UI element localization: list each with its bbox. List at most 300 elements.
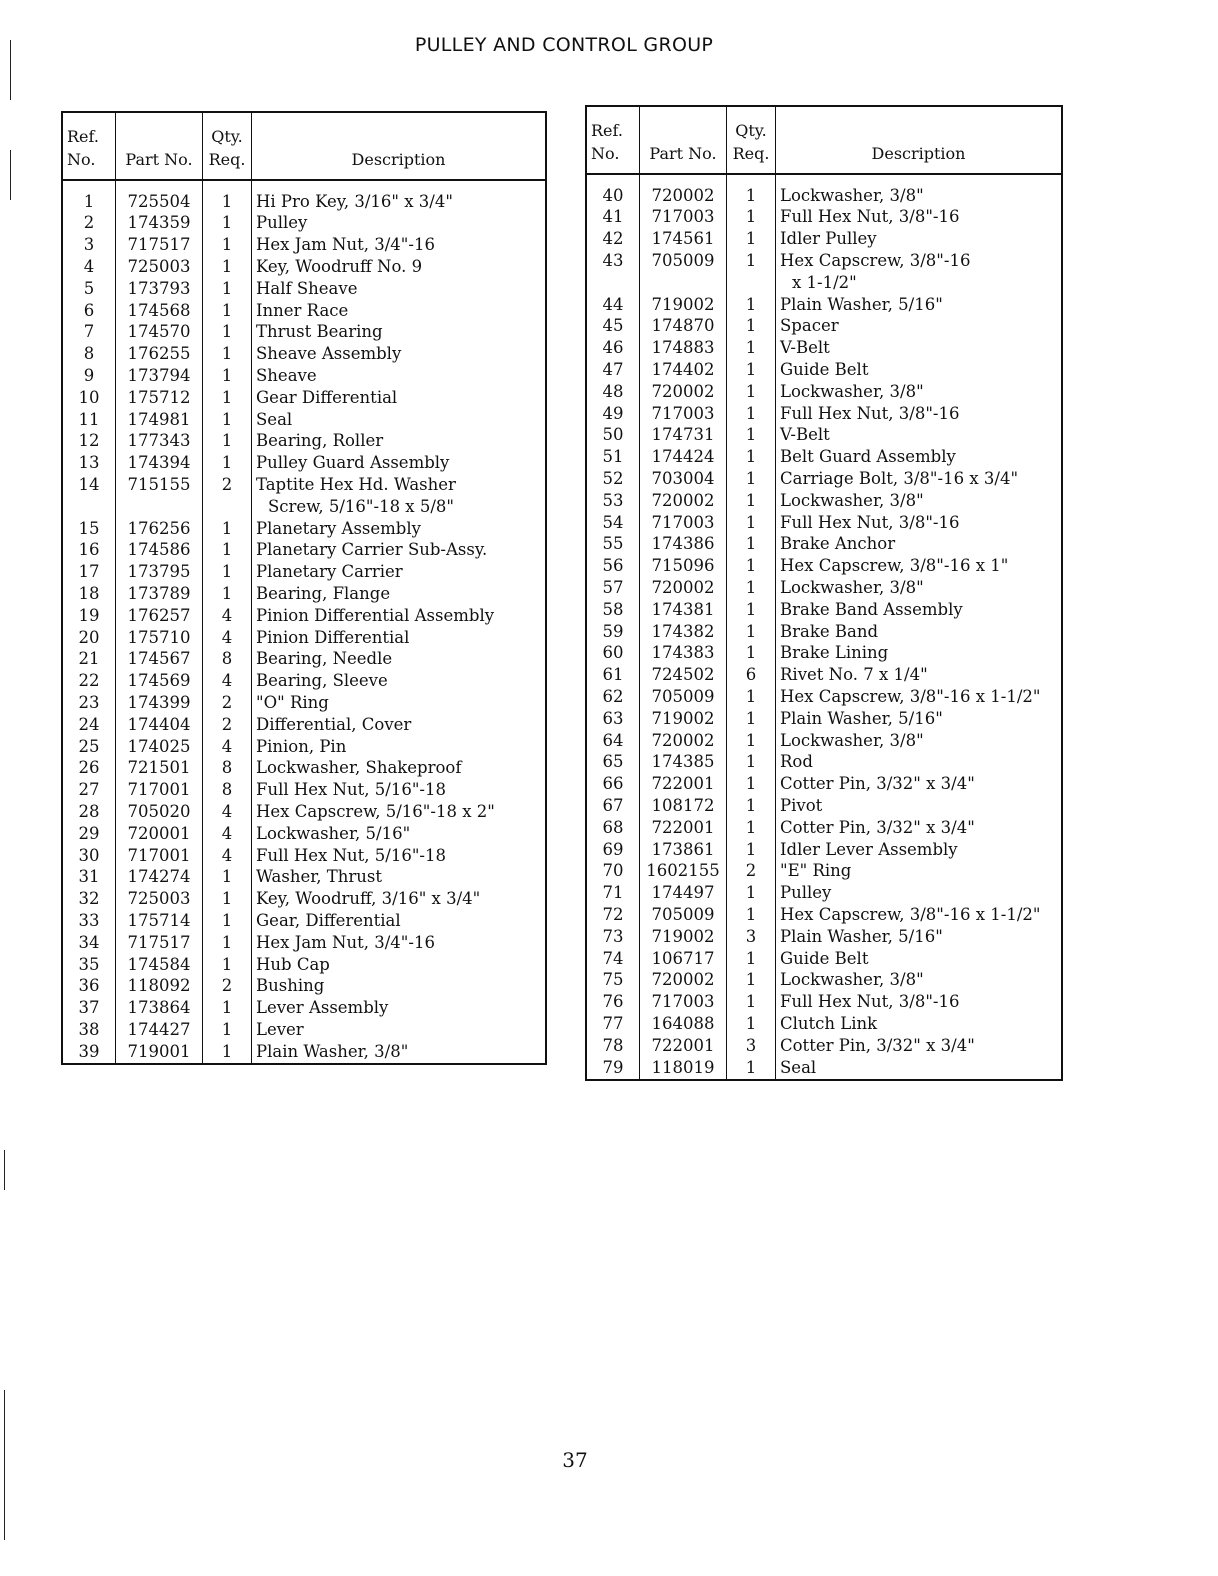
qty-cell: 1 — [203, 191, 252, 213]
table-row — [586, 621, 1062, 643]
part-no-cell: 715096 — [640, 556, 727, 578]
ref-no-cell: 26 — [62, 758, 116, 780]
description-cell: Pulley — [780, 883, 832, 903]
description-cell: Rod — [780, 752, 813, 772]
description-cell: Full Hex Nut, 3/8"-16 — [780, 512, 960, 532]
qty-cell: 1 — [727, 621, 776, 643]
part-no-cell — [640, 272, 727, 294]
ref-no-cell: 76 — [586, 991, 640, 1013]
table-row — [586, 490, 1062, 512]
qty-cell: 1 — [727, 556, 776, 578]
table-row — [62, 540, 546, 562]
part-no-cell: 705009 — [640, 904, 727, 926]
table-row — [586, 403, 1062, 425]
qty-cell: 1 — [203, 453, 252, 475]
qty-cell: 1 — [727, 774, 776, 796]
table-row — [62, 932, 546, 954]
ref-no-cell: 21 — [62, 649, 116, 671]
part-no-cell: 174404 — [116, 714, 203, 736]
ref-no-cell: 45 — [586, 316, 640, 338]
table-row — [586, 250, 1062, 272]
part-no-cell: 174424 — [640, 447, 727, 469]
table-row — [586, 839, 1062, 861]
ref-no-cell: 56 — [586, 556, 640, 578]
table-row — [586, 1057, 1062, 1080]
ref-no-cell: 43 — [586, 250, 640, 272]
ref-no-cell: 20 — [62, 627, 116, 649]
ref-no-cell: 12 — [62, 431, 116, 453]
table-row — [62, 409, 546, 431]
ref-no-cell: 63 — [586, 708, 640, 730]
description-cell: Full Hex Nut, 3/8"-16 — [780, 403, 960, 423]
description-cell: Planetary Carrier — [256, 562, 403, 582]
table-row — [586, 643, 1062, 665]
description-cell: Full Hex Nut, 5/16"-18 — [256, 845, 446, 865]
part-no-cell: 176256 — [116, 518, 203, 540]
spacer-cell — [62, 180, 116, 191]
part-no-cell: 173794 — [116, 365, 203, 387]
description-cell: Half Sheave — [256, 278, 358, 298]
table-row — [586, 1035, 1062, 1057]
ref-no-cell: 62 — [586, 686, 640, 708]
part-no-cell: 174570 — [116, 322, 203, 344]
qty-cell: 1 — [203, 932, 252, 954]
table-row — [62, 191, 546, 213]
part-no-cell: 118092 — [116, 976, 203, 998]
table-row — [586, 1013, 1062, 1035]
qty-cell: 4 — [203, 801, 252, 823]
ref-no-cell: 17 — [62, 562, 116, 584]
spacer-cell — [727, 174, 776, 185]
ref-no-cell: 58 — [586, 599, 640, 621]
ref-no-cell: 38 — [62, 1019, 116, 1041]
table-row — [62, 889, 546, 911]
part-no-cell: 720002 — [640, 490, 727, 512]
table-row — [62, 453, 546, 475]
description-cell: Hex Jam Nut, 3/4"-16 — [256, 235, 435, 255]
ref-header-line2: No. — [591, 143, 620, 163]
table-row — [62, 256, 546, 278]
part-no-cell: 715155 — [116, 474, 203, 496]
part-no-cell: 174383 — [640, 643, 727, 665]
table-row — [62, 278, 546, 300]
part-no-cell: 705009 — [640, 250, 727, 272]
part-no-cell: 717003 — [640, 991, 727, 1013]
table-row — [586, 447, 1062, 469]
part-no-cell: 174394 — [116, 453, 203, 475]
qty-cell: 1 — [203, 1041, 252, 1064]
ref-no-cell: 22 — [62, 671, 116, 693]
table-row — [62, 344, 546, 366]
qty-cell: 1 — [727, 839, 776, 861]
ref-no-cell: 42 — [586, 229, 640, 251]
qty-cell: 1 — [727, 207, 776, 229]
qty-cell: 4 — [203, 671, 252, 693]
table-row — [586, 883, 1062, 905]
description-cell: Taptite Hex Hd. Washer — [256, 475, 456, 494]
qty-cell: 3 — [727, 926, 776, 948]
table-row — [586, 207, 1062, 229]
description-cell: Seal — [256, 409, 293, 429]
qty-cell: 1 — [203, 997, 252, 1019]
table-row — [586, 730, 1062, 752]
ref-no-cell: 8 — [62, 344, 116, 366]
qty-cell: 2 — [203, 976, 252, 998]
part-no-cell: 174567 — [116, 649, 203, 671]
parts-table-right — [585, 105, 1063, 1081]
spacer-cell — [586, 174, 640, 185]
description-cell: Differential, Cover — [256, 714, 412, 734]
table-row — [62, 976, 546, 998]
ref-no-cell: 1 — [62, 191, 116, 213]
scan-edge-mark — [10, 40, 11, 100]
part-no-cell: 725504 — [116, 191, 203, 213]
description-cell: Gear, Differential — [256, 910, 401, 930]
description-header: Description — [776, 106, 1063, 174]
qty-cell: 1 — [203, 954, 252, 976]
table-row — [586, 599, 1062, 621]
table-row — [62, 649, 546, 671]
description-cell: Lockwasher, 5/16" — [256, 823, 411, 843]
description-cell: Brake Band — [780, 621, 879, 641]
ref-no-cell: 34 — [62, 932, 116, 954]
description-cell: "O" Ring — [256, 692, 329, 712]
table-row — [62, 365, 546, 387]
qty-cell: 1 — [203, 300, 252, 322]
ref-no-cell: 37 — [62, 997, 116, 1019]
qty-cell: 1 — [727, 490, 776, 512]
qty-cell: 2 — [203, 692, 252, 714]
scan-edge-mark — [4, 1390, 5, 1540]
spacer-cell — [776, 174, 1063, 185]
ref-no-cell — [62, 496, 116, 518]
qty-cell: 1 — [203, 583, 252, 605]
part-no-cell: 720002 — [640, 381, 727, 403]
ref-no-cell: 32 — [62, 889, 116, 911]
part-no-cell: 174586 — [116, 540, 203, 562]
description-cell: Sheave — [256, 366, 317, 386]
qty-cell: 4 — [203, 627, 252, 649]
qty-cell: 2 — [727, 861, 776, 883]
description-cell: Pulley — [256, 213, 308, 233]
part-no-cell: 719002 — [640, 294, 727, 316]
description-cell: Hex Capscrew, 3/8"-16 x 1-1/2" — [780, 686, 1041, 706]
table-row — [586, 534, 1062, 556]
description-cell: Lockwasher, 3/8" — [780, 577, 924, 597]
qty-header-line2: Req. — [732, 143, 770, 163]
table-row — [62, 474, 546, 496]
part-no-cell: 174981 — [116, 409, 203, 431]
qty-cell: 3 — [727, 1035, 776, 1057]
description-cell: Hex Capscrew, 3/8"-16 x 1-1/2" — [780, 904, 1041, 924]
ref-no-cell: 66 — [586, 774, 640, 796]
ref-no-cell: 52 — [586, 468, 640, 490]
description-cell: Brake Anchor — [780, 534, 896, 554]
qty-cell: 1 — [727, 250, 776, 272]
ref-header-line2: No. — [67, 149, 96, 169]
description-cell: Idler Pulley — [780, 229, 877, 249]
ref-no-cell: 16 — [62, 540, 116, 562]
qty-cell: 1 — [203, 540, 252, 562]
qty-cell: 1 — [727, 1057, 776, 1080]
table-row — [62, 300, 546, 322]
description-cell: Hub Cap — [256, 954, 330, 974]
part-no-cell: 174883 — [640, 338, 727, 360]
qty-cell: 1 — [727, 686, 776, 708]
qty-cell: 1 — [727, 185, 776, 207]
ref-no-cell: 51 — [586, 447, 640, 469]
table-spacer-row — [62, 180, 546, 191]
qty-cell: 1 — [727, 643, 776, 665]
table-spacer-row — [586, 174, 1062, 185]
table-row — [586, 316, 1062, 338]
qty-cell: 1 — [727, 599, 776, 621]
ref-no-cell: 72 — [586, 904, 640, 926]
qty-cell: 1 — [203, 1019, 252, 1041]
page-number: 37 — [562, 1448, 588, 1472]
description-cell: Rivet No. 7 x 1/4" — [780, 665, 928, 685]
ref-no-cell: 54 — [586, 512, 640, 534]
part-no-cell: 719002 — [640, 708, 727, 730]
qty-cell: 1 — [727, 577, 776, 599]
ref-no-cell: 13 — [62, 453, 116, 475]
table-row — [586, 817, 1062, 839]
ref-no-cell: 50 — [586, 425, 640, 447]
part-no-cell: 174561 — [640, 229, 727, 251]
qty-cell: 1 — [203, 431, 252, 453]
qty-cell: 1 — [727, 795, 776, 817]
ref-no-cell: 65 — [586, 752, 640, 774]
description-cell: Key, Woodruff, 3/16" x 3/4" — [256, 889, 481, 909]
ref-no-cell: 28 — [62, 801, 116, 823]
ref-no-cell: 48 — [586, 381, 640, 403]
table-row — [586, 861, 1062, 883]
table-row — [62, 213, 546, 235]
description-cell: Pinion Differential — [256, 627, 410, 647]
qty-cell: 1 — [727, 425, 776, 447]
description-cell: Lever Assembly — [256, 998, 389, 1018]
part-no-cell: 174427 — [116, 1019, 203, 1041]
description-cell: Cotter Pin, 3/32" x 3/4" — [780, 1035, 975, 1055]
qty-cell: 1 — [727, 447, 776, 469]
ref-no-cell: 41 — [586, 207, 640, 229]
part-no-cell: 174025 — [116, 736, 203, 758]
qty-cell: 1 — [727, 991, 776, 1013]
qty-cell: 1 — [203, 278, 252, 300]
description-cell: Pivot — [780, 795, 823, 815]
description-cell: x 1-1/2" — [792, 272, 857, 292]
qty-cell: 4 — [203, 605, 252, 627]
table-row — [586, 468, 1062, 490]
ref-no-cell: 47 — [586, 359, 640, 381]
part-no-cell: 722001 — [640, 817, 727, 839]
ref-no-cell: 64 — [586, 730, 640, 752]
table-row — [62, 322, 546, 344]
ref-no-cell: 3 — [62, 235, 116, 257]
table-row — [586, 795, 1062, 817]
ref-no-cell: 11 — [62, 409, 116, 431]
qty-cell: 8 — [203, 758, 252, 780]
part-no-cell: 106717 — [640, 948, 727, 970]
qty-cell — [727, 272, 776, 294]
description-cell: Hi Pro Key, 3/16" x 3/4" — [256, 191, 453, 211]
scan-edge-mark — [4, 1150, 5, 1190]
part-no-cell: 720002 — [640, 577, 727, 599]
table-row — [62, 736, 546, 758]
qty-cell: 8 — [203, 649, 252, 671]
ref-no-cell: 27 — [62, 780, 116, 802]
part-no-cell: 722001 — [640, 774, 727, 796]
ref-no-cell: 40 — [586, 185, 640, 207]
table-row — [62, 997, 546, 1019]
qty-cell: 1 — [727, 381, 776, 403]
part-no-cell: 173864 — [116, 997, 203, 1019]
part-no-cell: 705009 — [640, 686, 727, 708]
description-cell: Washer, Thrust — [256, 867, 383, 887]
part-no-cell — [116, 496, 203, 518]
description-cell: Lockwasher, 3/8" — [780, 185, 924, 205]
description-cell: Pulley Guard Assembly — [256, 453, 450, 473]
table-row — [586, 708, 1062, 730]
part-no-cell: 174381 — [640, 599, 727, 621]
qty-cell: 2 — [203, 714, 252, 736]
qty-cell: 1 — [203, 889, 252, 911]
part-no-cell: 717517 — [116, 235, 203, 257]
description-cell: Thrust Bearing — [256, 322, 383, 342]
part-no-cell: 176257 — [116, 605, 203, 627]
ref-no-cell: 29 — [62, 823, 116, 845]
table-row — [62, 496, 546, 518]
qty-cell: 6 — [727, 665, 776, 687]
ref-no-cell: 36 — [62, 976, 116, 998]
ref-no-cell: 71 — [586, 883, 640, 905]
table-row — [62, 758, 546, 780]
qty-cell: 1 — [727, 512, 776, 534]
part-no-cell: 720002 — [640, 730, 727, 752]
qty-cell — [203, 496, 252, 518]
spacer-cell — [203, 180, 252, 191]
description-cell: Lockwasher, 3/8" — [780, 490, 924, 510]
description-cell: "E" Ring — [780, 861, 852, 881]
part-no-cell: 717517 — [116, 932, 203, 954]
qty-cell: 1 — [727, 817, 776, 839]
qty-cell: 1 — [203, 256, 252, 278]
table-row — [62, 780, 546, 802]
ref-no-header — [586, 106, 640, 174]
qty-cell: 1 — [727, 708, 776, 730]
part-no-cell: 722001 — [640, 1035, 727, 1057]
table-row — [62, 801, 546, 823]
part-no-cell: 173789 — [116, 583, 203, 605]
table-header-row — [62, 112, 546, 180]
ref-no-cell: 19 — [62, 605, 116, 627]
description-cell: Brake Band Assembly — [780, 599, 963, 619]
part-no-cell: 719002 — [640, 926, 727, 948]
part-no-cell: 720002 — [640, 970, 727, 992]
description-cell: Plain Washer, 5/16" — [780, 926, 943, 946]
part-no-cell: 174731 — [640, 425, 727, 447]
ref-no-header — [62, 112, 116, 180]
qty-cell: 1 — [203, 387, 252, 409]
table-row — [62, 627, 546, 649]
parts-table-left — [61, 111, 547, 1065]
qty-cell: 1 — [727, 229, 776, 251]
part-no-cell: 174385 — [640, 752, 727, 774]
ref-no-cell: 49 — [586, 403, 640, 425]
qty-cell: 1 — [203, 213, 252, 235]
description-cell: Hex Jam Nut, 3/4"-16 — [256, 932, 435, 952]
part-no-cell: 175710 — [116, 627, 203, 649]
description-cell: Bearing, Roller — [256, 431, 384, 451]
description-cell: Bearing, Sleeve — [256, 671, 388, 691]
table-row — [586, 512, 1062, 534]
qty-cell: 4 — [203, 823, 252, 845]
ref-no-cell: 55 — [586, 534, 640, 556]
part-no-cell: 118019 — [640, 1057, 727, 1080]
part-no-header: Part No. — [640, 106, 727, 174]
description-cell: Belt Guard Assembly — [780, 447, 956, 467]
table-row — [62, 518, 546, 540]
part-no-cell: 719001 — [116, 1041, 203, 1064]
part-no-cell: 717001 — [116, 780, 203, 802]
table-row — [586, 185, 1062, 207]
table-row — [62, 562, 546, 584]
description-cell: Carriage Bolt, 3/8"-16 x 3/4" — [780, 469, 1019, 488]
description-cell: Pinion Differential Assembly — [256, 605, 495, 625]
ref-no-cell: 9 — [62, 365, 116, 387]
part-no-cell: 173793 — [116, 278, 203, 300]
ref-no-cell: 14 — [62, 474, 116, 496]
qty-cell: 1 — [203, 518, 252, 540]
description-cell: Planetary Carrier Sub-Assy. — [256, 540, 488, 560]
table-row — [586, 359, 1062, 381]
table-row — [586, 752, 1062, 774]
ref-no-cell: 68 — [586, 817, 640, 839]
part-no-cell: 1602155 — [640, 861, 727, 883]
description-cell: Plain Washer, 3/8" — [256, 1041, 409, 1061]
qty-cell: 1 — [727, 294, 776, 316]
qty-cell: 8 — [203, 780, 252, 802]
qty-cell: 1 — [203, 344, 252, 366]
qty-cell: 1 — [203, 322, 252, 344]
description-cell: Idler Lever Assembly — [780, 839, 958, 859]
table-row — [586, 948, 1062, 970]
description-cell: Planetary Assembly — [256, 518, 421, 538]
qty-cell: 1 — [203, 867, 252, 889]
part-no-cell: 174497 — [640, 883, 727, 905]
ref-header-line1: Ref. — [591, 121, 623, 141]
part-no-cell: 176255 — [116, 344, 203, 366]
ref-no-cell: 4 — [62, 256, 116, 278]
part-no-cell: 174386 — [640, 534, 727, 556]
part-no-cell: 164088 — [640, 1013, 727, 1035]
table-row — [62, 671, 546, 693]
ref-no-cell: 31 — [62, 867, 116, 889]
ref-no-cell: 6 — [62, 300, 116, 322]
ref-no-cell: 35 — [62, 954, 116, 976]
part-no-cell: 717003 — [640, 403, 727, 425]
part-no-cell: 717003 — [640, 512, 727, 534]
part-no-cell: 720002 — [640, 185, 727, 207]
ref-no-cell: 46 — [586, 338, 640, 360]
description-cell: Hex Capscrew, 5/16"-18 x 2" — [256, 801, 495, 821]
description-cell: Hex Capscrew, 3/8"-16 — [780, 251, 971, 271]
part-no-cell: 705020 — [116, 801, 203, 823]
table-row — [586, 425, 1062, 447]
table-row — [62, 235, 546, 257]
ref-no-cell: 69 — [586, 839, 640, 861]
description-cell: Lockwasher, 3/8" — [780, 970, 924, 990]
